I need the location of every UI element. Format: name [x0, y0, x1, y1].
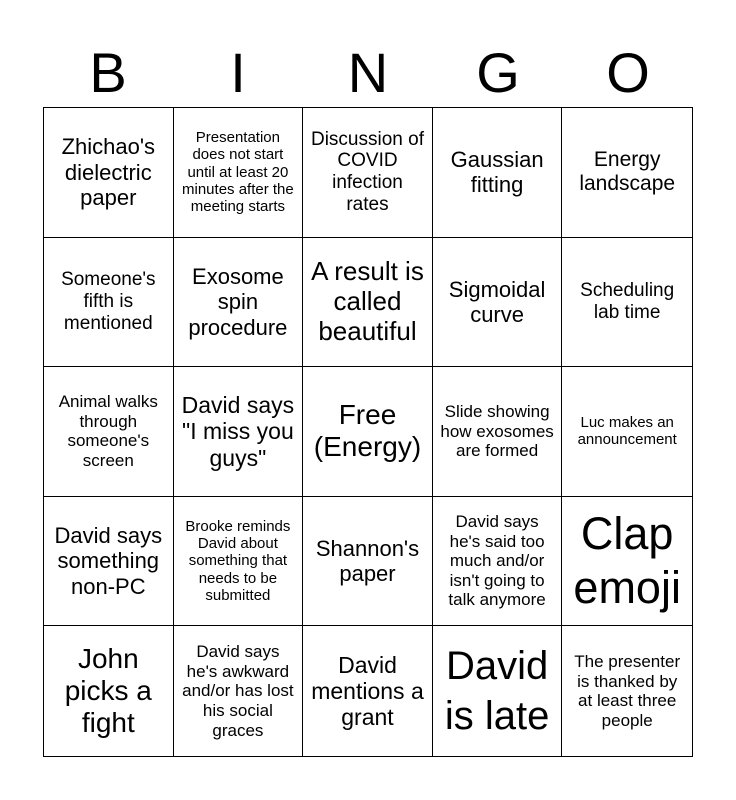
bingo-cell-r2c5[interactable]: Scheduling lab time [562, 238, 692, 368]
bingo-cell-r4c3[interactable]: Shannon's paper [303, 497, 433, 627]
bingo-cell-r4c4[interactable]: David says he's said too much and/or isn't going to talk anymore [433, 497, 563, 627]
bingo-cell-r2c1[interactable]: Someone's fifth is mentioned [44, 238, 174, 368]
bingo-cell-r1c4[interactable]: Gaussian fitting [433, 108, 563, 238]
bingo-cell-r5c3[interactable]: David mentions a grant [303, 626, 433, 756]
bingo-cell-r1c2[interactable]: Presentation does not start until at least 20 minutes after the meeting starts [174, 108, 304, 238]
header-letter-n: N [347, 41, 389, 104]
header-letter-g: G [476, 41, 520, 104]
bingo-cell-r3c1[interactable]: Animal walks through someone's screen [44, 367, 174, 497]
header-letter-b: B [89, 41, 127, 104]
bingo-cell-r1c3[interactable]: Discussion of COVID infection rates [303, 108, 433, 238]
bingo-cell-r3c2[interactable]: David says "I miss you guys" [174, 367, 304, 497]
bingo-cell-r5c1[interactable]: John picks a fight [44, 626, 174, 756]
bingo-cell-r2c3[interactable]: A result is called beautiful [303, 238, 433, 368]
header-letter-i: I [230, 41, 246, 104]
bingo-header [43, 40, 693, 106]
bingo-cell-r5c5[interactable]: The presenter is thanked by at least three people [574, 652, 681, 730]
bingo-cell-r3c3-free[interactable]: Free (Energy) [303, 367, 433, 497]
bingo-grid [43, 107, 693, 757]
bingo-cell-r4c5[interactable]: Clap emoji [562, 497, 692, 627]
bingo-cell-r5c4[interactable]: David is late [433, 626, 563, 756]
bingo-cell-r3c5[interactable]: Luc makes an announcement [562, 367, 692, 497]
bingo-cell-r4c1[interactable]: David says something non-PC [44, 497, 174, 627]
bingo-cell-r1c1[interactable]: Zhichao's dielectric paper [44, 108, 174, 238]
header-letter-o: O [606, 41, 650, 104]
bingo-cell-r1c5[interactable]: Energy landscape [562, 108, 692, 238]
bingo-cell-r4c2[interactable]: Brooke reminds David about something that needs to be submitted [174, 497, 304, 627]
bingo-cell-r2c4[interactable]: Sigmoidal curve [433, 238, 563, 368]
bingo-cell-r2c2[interactable]: Exosome spin procedure [174, 238, 304, 368]
bingo-cell-r5c2[interactable]: David says he's awkward and/or has lost his social graces [174, 626, 304, 756]
bingo-cell-r3c4[interactable]: Slide showing how exosomes are formed [433, 367, 563, 497]
